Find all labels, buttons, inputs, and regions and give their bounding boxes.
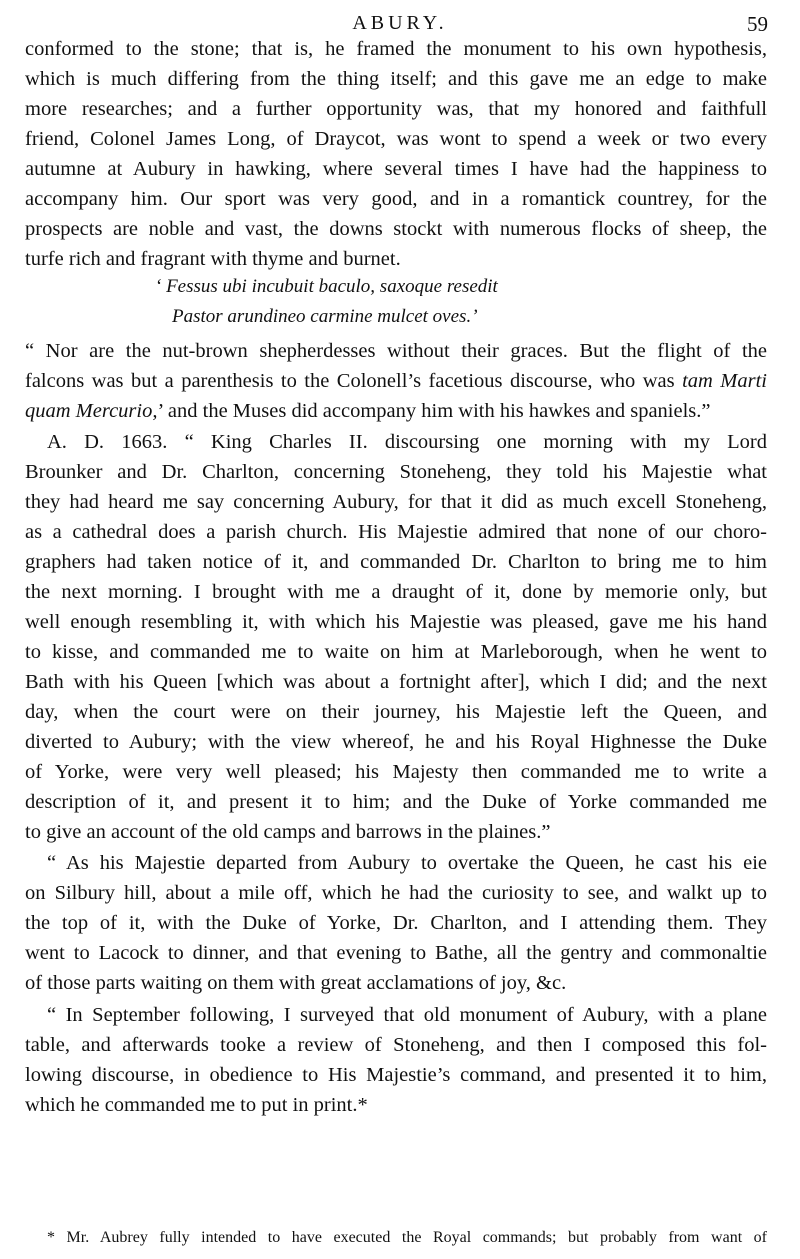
text-line: Bath with his Queen [which was about a fortnight after], which I did; and the next bbox=[25, 671, 767, 693]
text-line: as a cathedral does a parish church. His Majestie admired that none of our choro- bbox=[25, 521, 767, 543]
text-line: table, and afterwards tooke a review of Stoneheng, and then I composed this fol- bbox=[25, 1034, 767, 1056]
text-line: they had heard me say concerning Aubury, for that it did as much excell Stoneheng, bbox=[25, 491, 767, 513]
text-line: which he commanded me to put in print.* bbox=[25, 1094, 368, 1116]
text-run: ’ and the Muses did accompany him with his hawkes and spaniels.” bbox=[157, 400, 711, 422]
text-line: turfe rich and fragrant with thyme and burnet. bbox=[25, 248, 401, 270]
text-line bbox=[25, 366, 767, 396]
text-line: prospects are noble and vast, the downs stockt with numerous flocks of sheep, the bbox=[25, 218, 767, 240]
text-line: “ As his Majestie departed from Aubury to overtake the Queen, he cast his eie bbox=[47, 852, 767, 874]
text-line: Brounker and Dr. Charlton, concerning Stoneheng, they told his Majestie what bbox=[25, 461, 767, 483]
text-line: conformed to the stone; that is, he framed the monument to his own hypothesis, bbox=[25, 38, 767, 60]
text-line: to kisse, and commanded me to waite on him at Marleborough, when he went to bbox=[25, 641, 767, 663]
text-line: A. D. 1663. “ King Charles II. discoursing one morning with my Lord bbox=[47, 431, 767, 453]
text-line: the next morning. I brought with me a draught of it, done by memorie only, but bbox=[25, 581, 767, 603]
text-line: more researches; and a further opportunity was, that my honored and faithfull bbox=[25, 98, 767, 120]
footnote: * Mr. Aubrey fully intended to have executed the Royal commands; but probably from want of bbox=[47, 1229, 767, 1246]
italic-phrase: tam Marti bbox=[682, 370, 767, 392]
text-line: of those parts waiting on them with great acclamations of joy, &c. bbox=[25, 972, 567, 994]
text-line: the top of it, with the Duke of Yorke, Dr. Charlton, and I attending them. They bbox=[25, 912, 767, 934]
text-run: falcons was but a parenthesis to the Colonell’s facetious discourse, who was bbox=[25, 370, 683, 392]
text-line: friend, Colonel James Long, of Draycot, was wont to spend a week or two every bbox=[25, 128, 767, 150]
page-number: 59 bbox=[747, 12, 768, 36]
text-line: lowing discourse, in obedience to His Majestie’s command, and presented it to him, bbox=[25, 1064, 767, 1086]
text-line: graphers had taken notice of it, and commanded Dr. Charlton to bring me to him bbox=[25, 551, 767, 573]
text-line: “ In September following, I surveyed that old monument of Aubury, with a plane bbox=[47, 1004, 767, 1026]
text-line: of Yorke, were very well pleased; his Majesty then commanded me to write a bbox=[25, 761, 767, 783]
verse-line: Pastor arundineo carmine mulcet oves.’ bbox=[172, 306, 478, 327]
text-line: went to Lacock to dinner, and that evening to Bathe, all the gentry and commonaltie bbox=[25, 942, 767, 964]
text-line: to give an account of the old camps and barrows in the plaines.” bbox=[25, 821, 551, 843]
text-line: which is much differing from the thing itself; and this gave me an edge to make bbox=[25, 68, 767, 90]
text-line: diverted to Aubury; with the view whereof, he and his Royal Highnesse the Duke bbox=[25, 731, 767, 753]
text-line: accompany him. Our sport was very good, and in a romantick countrey, for the bbox=[25, 188, 767, 210]
text-line: description of it, and present it to him; and the Duke of Yorke commanded me bbox=[25, 791, 767, 813]
verse-line: ‘ Fessus ubi incubuit baculo, saxoque resedit bbox=[155, 276, 498, 297]
text-line: well enough resembling it, with which his Majestie was pleased, gave me his hand bbox=[25, 611, 767, 633]
text-line: autumne at Aubury in hawking, where several times I have had the happiness to bbox=[25, 158, 767, 180]
text-line: “ Nor are the nut-brown shepherdesses without their graces. But the flight of the bbox=[25, 340, 767, 362]
running-title: ABURY. bbox=[352, 12, 448, 34]
italic-phrase: quam Mercurio, bbox=[25, 400, 158, 422]
text-line: on Silbury hill, about a mile off, which he had the curiosity to see, and walkt up to bbox=[25, 882, 767, 904]
text-line: day, when the court were on their journey, his Majestie left the Queen, and bbox=[25, 701, 767, 723]
text-line bbox=[25, 396, 767, 426]
